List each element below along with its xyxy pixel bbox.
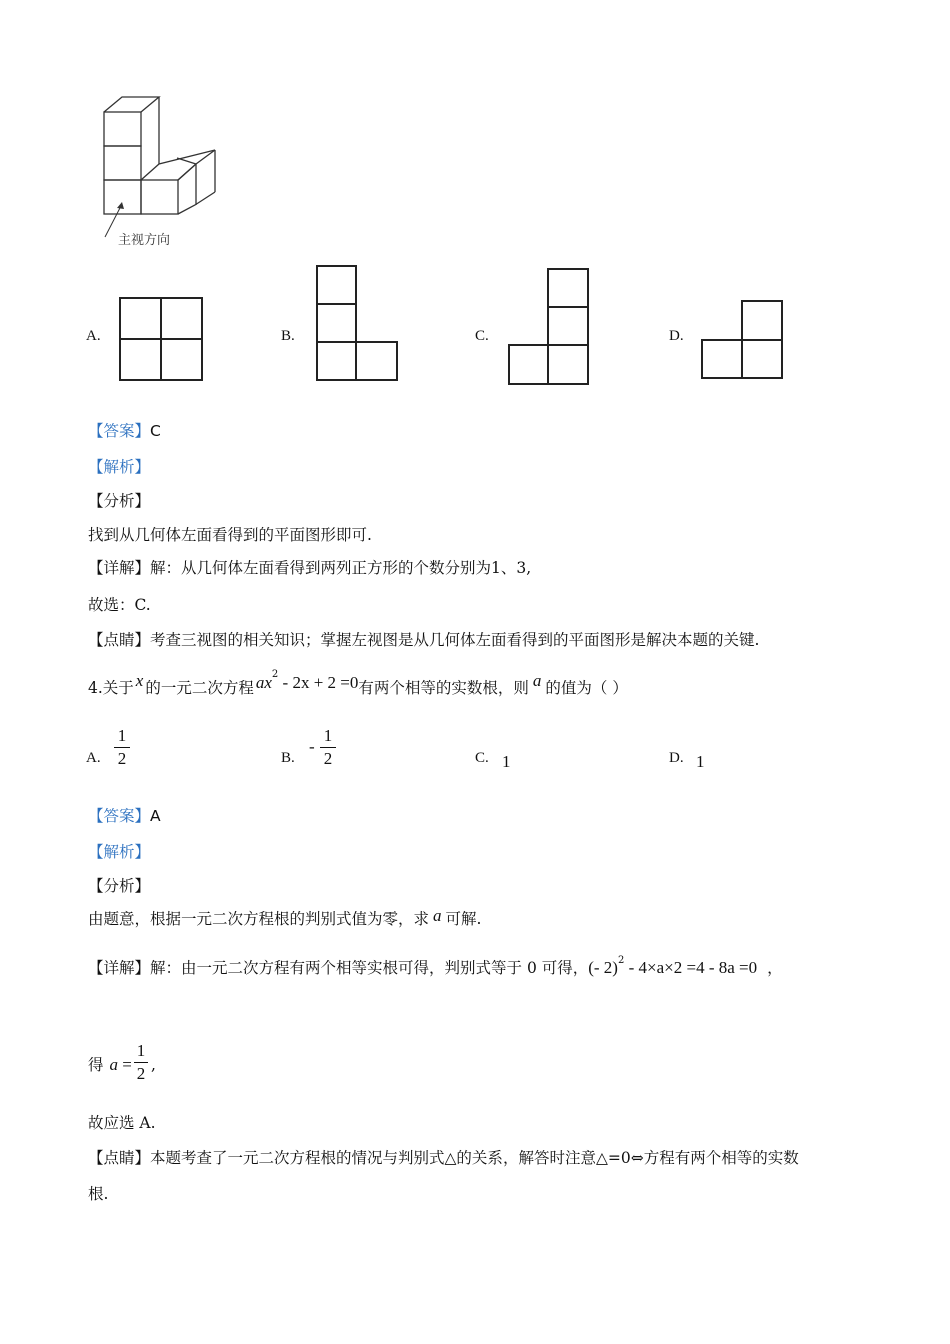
q3-answer-tag: 【答案】 (88, 422, 151, 440)
q4-fenxi-tag: 【分析】 (88, 877, 151, 895)
q4-option-a-den: 2 (117, 749, 127, 768)
q4-result-end: , (151, 1056, 156, 1074)
q4-detail-exp: 2 (617, 955, 625, 966)
q4-analysis-tag: 【解析】 (88, 843, 151, 861)
q3-detail-text: 解：从几何体左面看得到两列正方形的个数分别为1、3, (150, 559, 532, 577)
q4-fenxi-text-a: 由题意，根据一元二次方程根的判别式值为零，求 (88, 910, 430, 928)
q4-option-d-label: D. (669, 750, 684, 766)
q3-fenxi-tag: 【分析】 (88, 492, 151, 510)
q4-option-b-sign: - (309, 737, 315, 756)
q3-answer-line (88, 421, 161, 441)
q4-answer-line (88, 806, 161, 826)
q4-detail-tag: 【详解】 (88, 959, 151, 978)
option-c-figure (507, 267, 591, 387)
option-b-figure (315, 264, 401, 382)
q4-after-eq: 有两个相等的实数根，则 (358, 679, 529, 698)
q4-fenxi-text-b: 可解. (445, 910, 482, 928)
q4-option-c-label: C. (475, 750, 489, 766)
q4-detail-math: (- 2) (588, 958, 618, 978)
q3-detail-line (88, 558, 531, 578)
q4-option-a-frac (114, 727, 130, 768)
q4-suffix: 的值为（ ） (545, 679, 628, 698)
q4-var-x: x (135, 671, 144, 691)
q4-detail-math2: - 4×a×2 =4 - 8a =0 (624, 958, 758, 978)
q4-choose-text: 故应选 A. (88, 1114, 156, 1132)
q4-comment-line (88, 1148, 799, 1168)
q4-option-d-value: 1 (696, 752, 705, 771)
q4-comment-text2: 根. (88, 1185, 109, 1203)
q4-comment-text: 本题考查了一元二次方程根的情况与判别式△的关系，解答时注意△=0⇔方程有两个相等的实数 (150, 1149, 799, 1167)
q4-comment-tag: 【点睛】 (88, 1149, 151, 1167)
q4-option-c-value: 1 (502, 752, 511, 771)
q4-option-b-den: 2 (323, 749, 333, 768)
q3-detail-tag: 【详解】 (88, 559, 151, 577)
q3-choose-text: 故选：C. (88, 596, 151, 614)
q4-answer-value: A (150, 807, 161, 825)
q4-eq-a: ax (255, 673, 272, 693)
q4-stem (88, 669, 628, 698)
q4-prefix: 4.关于 (88, 679, 134, 698)
q4-answer-tag: 【答案】 (88, 807, 151, 825)
q4-result-line (88, 1055, 132, 1075)
q4-fenxi-var: a (433, 906, 442, 925)
q4-result-den: 2 (136, 1064, 146, 1083)
q4-option-b-label: B. (281, 750, 295, 766)
option-d-label: D. (669, 328, 684, 344)
option-b-label: B. (281, 328, 295, 344)
q4-detail-line (88, 955, 783, 978)
q4-result-frac (134, 1042, 148, 1083)
q3-analysis-tag: 【解析】 (88, 458, 151, 476)
q3-comment-tag: 【点睛】 (88, 631, 151, 649)
q4-detail-text: 解：由一元二次方程有两个相等实根可得，判别式等于 0 可得， (150, 959, 589, 978)
option-c-label: C. (475, 328, 489, 344)
q4-eq-exp: 2 (271, 669, 279, 680)
option-a-label: A. (86, 328, 101, 344)
solid-figure (95, 92, 225, 252)
q3-fenxi-text: 找到从几何体左面看得到的平面图形即可. (88, 526, 372, 544)
q4-result-var: a (109, 1055, 119, 1074)
q4-option-a-num: 1 (117, 726, 127, 745)
q4-mid: 的一元二次方程 (145, 679, 254, 698)
q4-result-eq: = (118, 1055, 132, 1074)
q4-option-b-num: 1 (323, 726, 333, 745)
q3-answer-value: C (150, 422, 161, 440)
q4-detail-end: ， (767, 959, 783, 978)
q4-option-a-label: A. (86, 750, 101, 766)
q3-comment-line (88, 630, 759, 650)
q4-option-b-frac (320, 727, 336, 768)
view-direction-label: 主视方向 (118, 233, 171, 248)
q4-fenxi-line (88, 906, 482, 929)
q4-eq-rest: - 2x + 2 =0 (278, 673, 359, 693)
q3-comment-text: 考查三视图的相关知识；掌握左视图是从几何体左面看得到的平面图形是解决本题的关键. (150, 631, 760, 649)
option-d-figure (700, 299, 786, 381)
option-a-figure (118, 296, 204, 382)
q4-result-prefix: 得 (88, 1056, 104, 1074)
q4-var-a: a (532, 671, 542, 691)
q4-result-num: 1 (136, 1041, 146, 1060)
